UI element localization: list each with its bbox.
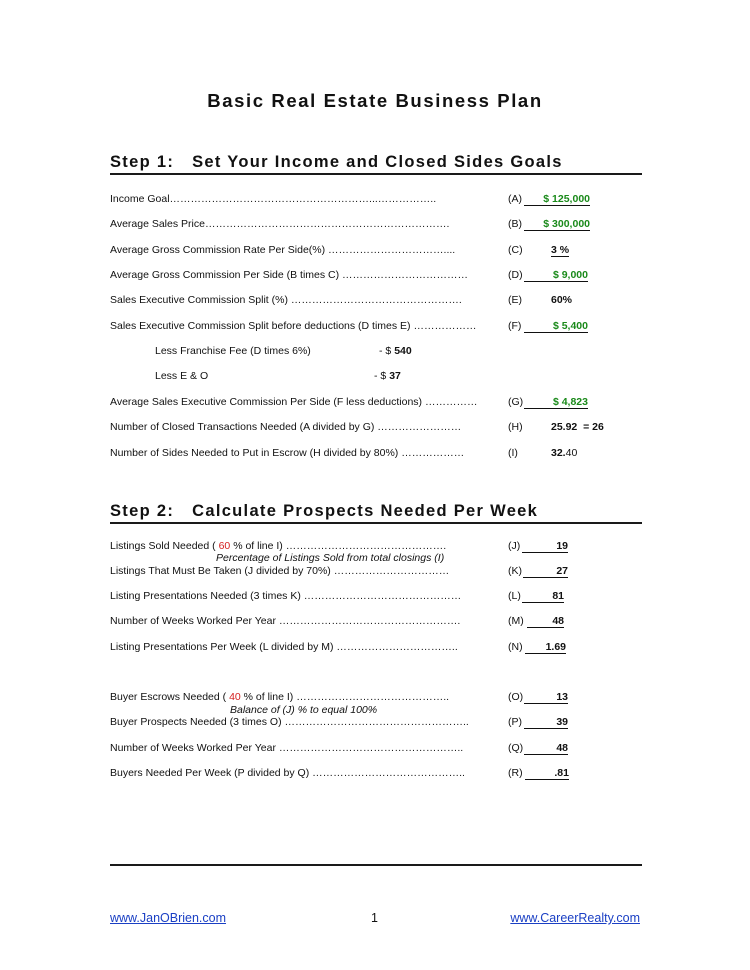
row-e-code: (E) <box>508 294 522 306</box>
row-e-value: 60% <box>551 294 573 306</box>
row-g-label: Average Sales Executive Commission Per Side (F less deductions) …………… <box>110 396 478 408</box>
deduction-franchise-amount <box>379 345 412 357</box>
row-i-code: (I) <box>508 447 518 459</box>
step1-rule <box>110 173 642 175</box>
row-h-code: (H) <box>508 421 523 433</box>
row-h-value: 25.92 = 26 <box>551 421 604 433</box>
row-l-label: Listing Presentations Needed (3 times K) ……………………………………… <box>110 590 462 602</box>
row-i-value <box>551 447 577 459</box>
deduction-eo-value: 37 <box>389 370 401 382</box>
row-n-code: (N) <box>508 641 523 653</box>
row-f-label: Sales Executive Commission Split before deductions (D times E) ……………… <box>110 320 477 332</box>
row-q-code: (Q) <box>508 742 524 754</box>
deduction-franchise-value: 540 <box>394 345 412 357</box>
step2-heading <box>110 502 538 521</box>
document-title: Basic Real Estate Business Plan <box>207 90 543 111</box>
row-k-label: Listings That Must Be Taken (J divided by 70%) …………………………… <box>110 565 450 577</box>
row-i-value-rest: 40 <box>565 447 578 459</box>
row-i-value-bold: 32. <box>551 447 566 459</box>
step1-label: Step 1: <box>110 153 175 171</box>
row-c-label: Average Gross Commission Rate Per Side(%) …………………………….... <box>110 244 456 256</box>
step2-title: Calculate Prospects Needed Per Week <box>192 502 539 520</box>
row-d-code: (D) <box>508 269 523 281</box>
footer-link-janobrien[interactable]: www.JanOBrien.com <box>110 911 227 925</box>
row-k-value: 27 <box>523 565 568 578</box>
row-c-code: (C) <box>508 244 523 256</box>
row-j-label <box>110 540 446 552</box>
row-o-code: (O) <box>508 691 524 703</box>
row-c-value: 3 % <box>551 244 570 256</box>
row-h-label: Number of Closed Transactions Needed (A divided by G) …………………… <box>110 421 462 433</box>
row-o-pct: 40 <box>229 691 241 703</box>
row-j-pre: Listings Sold Needed ( <box>110 540 216 552</box>
deduction-eo-amount <box>374 370 401 382</box>
step2-rule <box>110 522 642 524</box>
row-p-label: Buyer Prospects Needed (3 times O) …………………………………………….. <box>110 716 469 728</box>
row-p-value: 39 <box>524 716 568 729</box>
row-b-value: $ 300,000 <box>524 218 590 231</box>
row-n-label: Listing Presentations Per Week (L divided by M) …………………………….. <box>110 641 458 653</box>
step1-title: Set Your Income and Closed Sides Goals <box>192 153 563 171</box>
row-d-label: Average Gross Commission Per Side (B times C) ……………………………… <box>110 269 469 281</box>
row-f-value: $ 5,400 <box>524 320 588 333</box>
row-k-code: (K) <box>508 565 522 577</box>
row-r-label: Buyers Needed Per Week (P divided by Q) …………………………………….. <box>110 767 465 779</box>
row-r-value: .81 <box>525 767 569 780</box>
deduction-franchise-prefix: - $ <box>379 345 392 357</box>
row-m-label: Number of Weeks Worked Per Year ……………………………………………. <box>110 615 461 627</box>
row-j-pct: 60 <box>218 540 231 552</box>
row-a-value: $ 125,000 <box>524 193 590 206</box>
page-number: 1 <box>371 911 378 925</box>
row-i-label: Number of Sides Needed to Put in Escrow (H divided by 80%) ……………… <box>110 447 465 459</box>
row-l-code: (L) <box>508 590 521 602</box>
row-o-value: 13 <box>524 691 568 704</box>
row-m-code: (M) <box>508 615 524 627</box>
row-a-label: Income Goal…………………………………………………...…………….. <box>110 193 437 205</box>
deduction-franchise-label: Less Franchise Fee (D times 6%) <box>155 345 311 357</box>
row-e-label: Sales Executive Commission Split (%) …………………………………………. <box>110 294 462 306</box>
row-o-note: Balance of (J) % to equal 100% <box>230 704 378 716</box>
step1-heading <box>110 153 563 172</box>
row-b-label: Average Sales Price……………………………………………………………. <box>110 218 450 230</box>
row-r-code: (R) <box>508 767 523 779</box>
row-q-value: 48 <box>524 742 568 755</box>
row-j-post: % of line I) ………………………………………. <box>233 540 447 552</box>
row-b-code: (B) <box>508 218 522 230</box>
row-j-code: (J) <box>508 540 521 552</box>
step2-label: Step 2: <box>110 502 175 520</box>
deduction-eo-prefix: - $ <box>374 370 387 382</box>
row-j-value: 19 <box>522 540 568 553</box>
row-d-value: $ 9,000 <box>524 269 588 282</box>
row-o-label <box>110 691 449 703</box>
row-f-code: (F) <box>508 320 522 332</box>
row-o-post: % of line I) …………………………………….. <box>243 691 450 703</box>
row-g-code: (G) <box>508 396 524 408</box>
footer-link-careerrealty[interactable]: www.CareerRealty.com <box>510 911 640 925</box>
row-l-value: 81 <box>522 590 564 603</box>
footer-rule <box>110 864 642 866</box>
row-a-code: (A) <box>508 193 522 205</box>
row-o-pre: Buyer Escrows Needed ( <box>110 691 227 703</box>
row-p-code: (P) <box>508 716 522 728</box>
row-n-value: 1.69 <box>525 641 566 654</box>
row-q-label: Number of Weeks Worked Per Year …………………………………………….. <box>110 742 464 754</box>
row-m-value: 48 <box>527 615 564 628</box>
row-g-value: $ 4,823 <box>524 396 588 409</box>
deduction-eo-label: Less E & O <box>155 370 209 382</box>
row-j-note: Percentage of Listings Sold from total closings (I) <box>216 552 445 564</box>
